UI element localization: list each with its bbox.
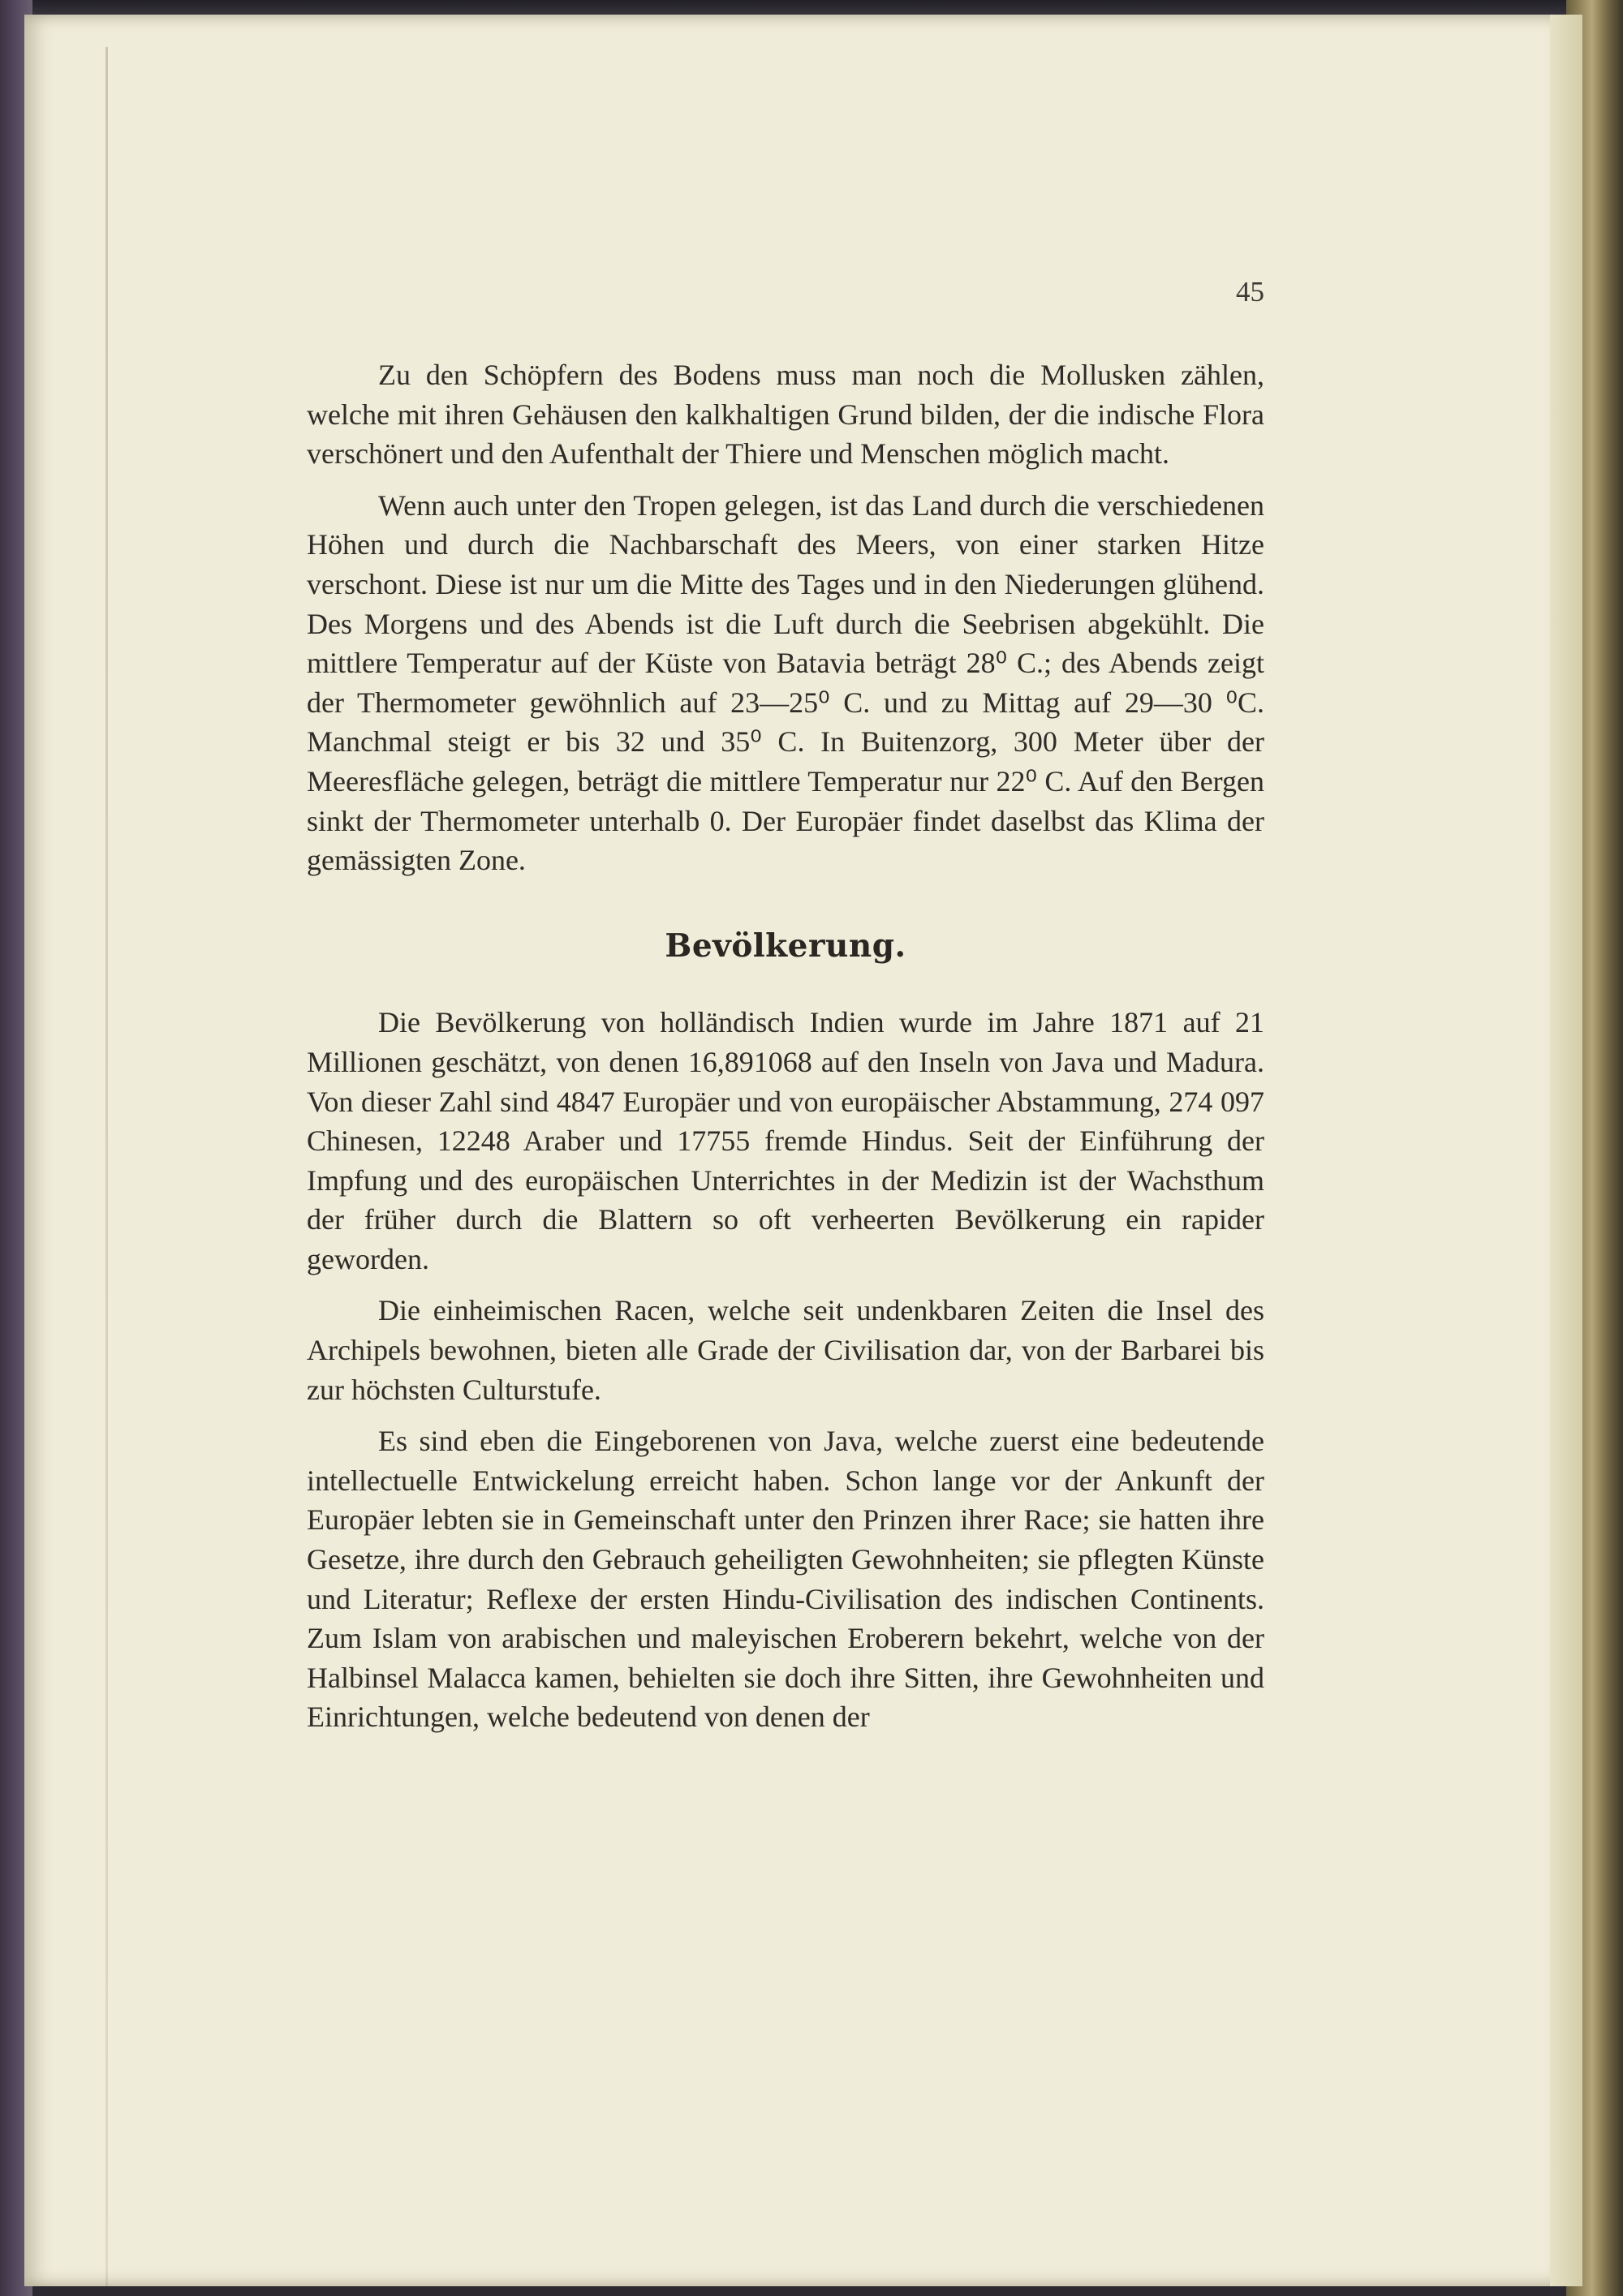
paragraph: Die Bevölkerung von holländisch Indien wurde im Jahre 1871 auf 21 Millionen geschätzt, von denen 16,891068 auf den Inseln von Java und Madura. Von dieser Zahl sind 4847 Europäer und von europäischer Abstammung, 274 097 Chinesen, 12248 Araber und 17755 fremde Hindus. Seit der Einführung der Impfung und des europäischen Unterrichtes in der Medizin ist der Wachsthum der früher durch die Blattern so oft verheerten Bevölkerung ein rapider geworden. [307, 1006, 1264, 1275]
page-number: 45 [1236, 276, 1264, 307]
paragraph: Die einheimischen Racen, welche seit undenkbaren Zeiten die Insel des Archipels bewohnen, bieten alle Grade der Civilisation dar, von der Barbarei bis zur höchsten Culturstufe. [307, 1294, 1264, 1406]
gutter-crease [105, 47, 108, 2286]
paragraph: Es sind eben die Eingeborenen von Java, welche zuerst eine bedeutende intellectuelle Entwickelung erreicht haben. Schon lange vor der Ankunft der Europäer lebten sie in Gemeinschaft unter den Prinzen ihrer Race; sie hatten ihre Gesetze, ihre durch den Gebrauch geheiligten Gewohnheiten; sie pflegten Künste und Literatur; Reflexe der ersten Hindu-Civilisation des indischen Continents. Zum Islam von arabischen und maleyischen Eroberern bekehrt, welche von der Halbinsel Malacca kamen, behielten sie doch ihre Sitten, ihre Gewohnheiten und Einrichtungen, welche bedeutend von denen der [307, 1425, 1264, 1734]
section-heading: Bevölkerung. [665, 927, 906, 965]
page-fore-edge [1550, 15, 1582, 2286]
paragraph: Wenn auch unter den Tropen gelegen, ist das Land durch die verschiedenen Höhen und durch die Nachbarschaft des Meers, von einer starken Hitze verschont. Diese ist nur um die Mitte des Tages und in den Niederungen glühend. Des Morgens und des Abends ist die Luft durch die Seebrisen abgekühlt. Die mittlere Temperatur auf der Küste von Batavia beträgt 28⁰ C.; des Abends zeigt der Thermometer gewöhnlich auf 23—25⁰ C. und zu Mittag auf 29—30 ⁰C. Manchmal steigt er bis 32 und 35⁰ C. In Buitenzorg, 300 Meter über der Meeresfläche gelegen, beträgt die mittlere Temperatur nur 22⁰ C. Auf den Bergen sinkt der Thermometer unterhalb 0. Der Europäer findet daselbst das Klima der gemässigten Zone. [307, 488, 1264, 877]
paragraph: Zu den Schöpfern des Bodens muss man noch die Mollusken zählen, welche mit ihren Gehäusen den kalkhaltigen Grund bilden, der die indische Flora verschönert und den Aufenthalt der Thiere und Menschen möglich macht. [307, 359, 1264, 471]
page-body [307, 355, 1264, 1737]
